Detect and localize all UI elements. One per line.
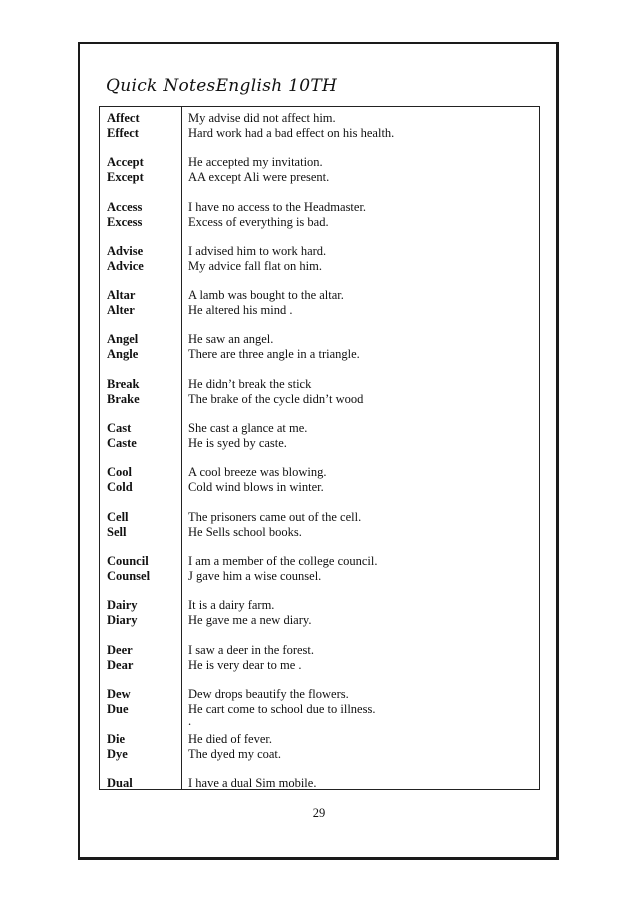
table-row (100, 392, 539, 407)
sentence-cell: My advise did not affect him. (188, 111, 336, 125)
word-cell: Deer (107, 642, 133, 657)
word-cell: Except (107, 170, 144, 185)
table-row (100, 377, 539, 392)
table-row (100, 658, 539, 673)
table-row (100, 244, 539, 259)
page-title: Quick NotesEnglish 10TH (106, 76, 338, 96)
table-row (100, 480, 539, 495)
sentence-cell: Dew drops beautify the flowers. (188, 686, 349, 701)
word-cell: Break (107, 376, 140, 391)
table-row (100, 259, 539, 274)
word-cell: Cast (107, 421, 132, 436)
sentence-cell: He gave me a new diary. (188, 613, 312, 628)
word-cell: Dairy (107, 598, 138, 613)
sentence-cell: Excess of everything is bad. (188, 214, 329, 229)
word-cell: Affect (107, 111, 140, 125)
sentence-cell: Cold wind blows in winter. (188, 480, 324, 495)
word-cell: Dual (107, 776, 133, 791)
table-row (100, 421, 539, 436)
word-cell: Angle (107, 347, 139, 362)
sentence-cell: He is syed by caste. (188, 436, 287, 451)
table-row (100, 776, 539, 791)
sentence-cell: He accepted my invitation. (188, 155, 323, 170)
table-row (100, 702, 539, 717)
word-cell: Die (107, 731, 126, 746)
table-row (100, 598, 539, 613)
sentence-cell: I have a dual Sim mobile. (188, 776, 317, 791)
sentence-cell: AA except Ali were present. (188, 170, 330, 185)
word-cell: Dye (107, 746, 128, 761)
table-row (100, 332, 539, 347)
word-cell: Cool (107, 465, 132, 480)
sentence-cell: I am a member of the college council. (188, 553, 378, 568)
table-row (100, 643, 539, 658)
sentence-cell: He cart come to school due to illness. (188, 701, 376, 716)
word-cell: Diary (107, 613, 138, 628)
table-row (100, 525, 539, 540)
sentence-cell: I advised him to work hard. (188, 243, 327, 258)
word-cell: Cold (107, 480, 133, 495)
word-cell: Access (107, 199, 143, 214)
sentence-cell: The brake of the cycle didn’t wood (188, 391, 364, 406)
sentence-cell: Hard work had a bad effect on his health. (188, 126, 395, 140)
table-row (100, 465, 539, 480)
word-cell: Angel (107, 332, 139, 347)
sentence-cell: My advice fall flat on him. (188, 258, 322, 273)
sentence-cell: A cool breeze was blowing. (188, 465, 327, 480)
table-row (100, 713, 539, 732)
sentence-cell: . (188, 713, 192, 728)
table-row (100, 747, 539, 762)
word-cell: Dear (107, 657, 134, 672)
word-cell: Effect (107, 126, 139, 140)
word-cell: Cell (107, 509, 129, 524)
table-row (100, 687, 539, 702)
table-row (100, 288, 539, 303)
table-row (100, 215, 539, 230)
word-usage-table (99, 106, 540, 790)
word-cell: Altar (107, 288, 136, 303)
word-cell: Counsel (107, 568, 151, 583)
sentence-cell: He is very dear to me . (188, 657, 302, 672)
word-cell: Advice (107, 258, 144, 273)
table-row (100, 569, 539, 584)
table-row (100, 170, 539, 185)
table-row (100, 436, 539, 451)
sentence-cell: It is a dairy farm. (188, 598, 275, 613)
sentence-cell: He altered his mind . (188, 303, 293, 318)
sentence-cell: She cast a glance at me. (188, 421, 308, 436)
word-cell: Sell (107, 524, 127, 539)
table-row (100, 200, 539, 215)
sentence-cell: He didn’t break the stick (188, 376, 312, 391)
word-cell: Advise (107, 243, 144, 258)
word-cell: Council (107, 553, 149, 568)
sentence-cell: He saw an angel. (188, 332, 274, 347)
table-row (100, 510, 539, 525)
sentence-cell: He Sells school books. (188, 524, 302, 539)
sentence-cell: The dyed my coat. (188, 746, 282, 761)
table-row (100, 155, 539, 170)
page-number: 29 (312, 806, 326, 820)
sentence-cell: He died of fever. (188, 731, 272, 746)
word-cell: Accept (107, 155, 144, 170)
word-cell: Excess (107, 214, 143, 229)
table-row (100, 613, 539, 628)
sentence-cell: A lamb was bought to the altar. (188, 288, 344, 303)
word-cell: Due (107, 701, 129, 716)
table-row (100, 347, 539, 362)
table-row (100, 554, 539, 569)
table-row (100, 126, 539, 141)
sentence-cell: J gave him a wise counsel. (188, 568, 322, 583)
word-cell: Dew (107, 686, 131, 701)
word-cell: Alter (107, 303, 135, 318)
sentence-cell: I have no access to the Headmaster. (188, 199, 367, 214)
table-row (100, 111, 539, 126)
word-cell: Brake (107, 391, 140, 406)
table-row (100, 303, 539, 318)
word-cell: Caste (107, 436, 137, 451)
table-row (100, 732, 539, 747)
sentence-cell: The prisoners came out of the cell. (188, 509, 362, 524)
sentence-cell: I saw a deer in the forest. (188, 642, 314, 657)
sentence-cell: There are three angle in a triangle. (188, 347, 360, 362)
